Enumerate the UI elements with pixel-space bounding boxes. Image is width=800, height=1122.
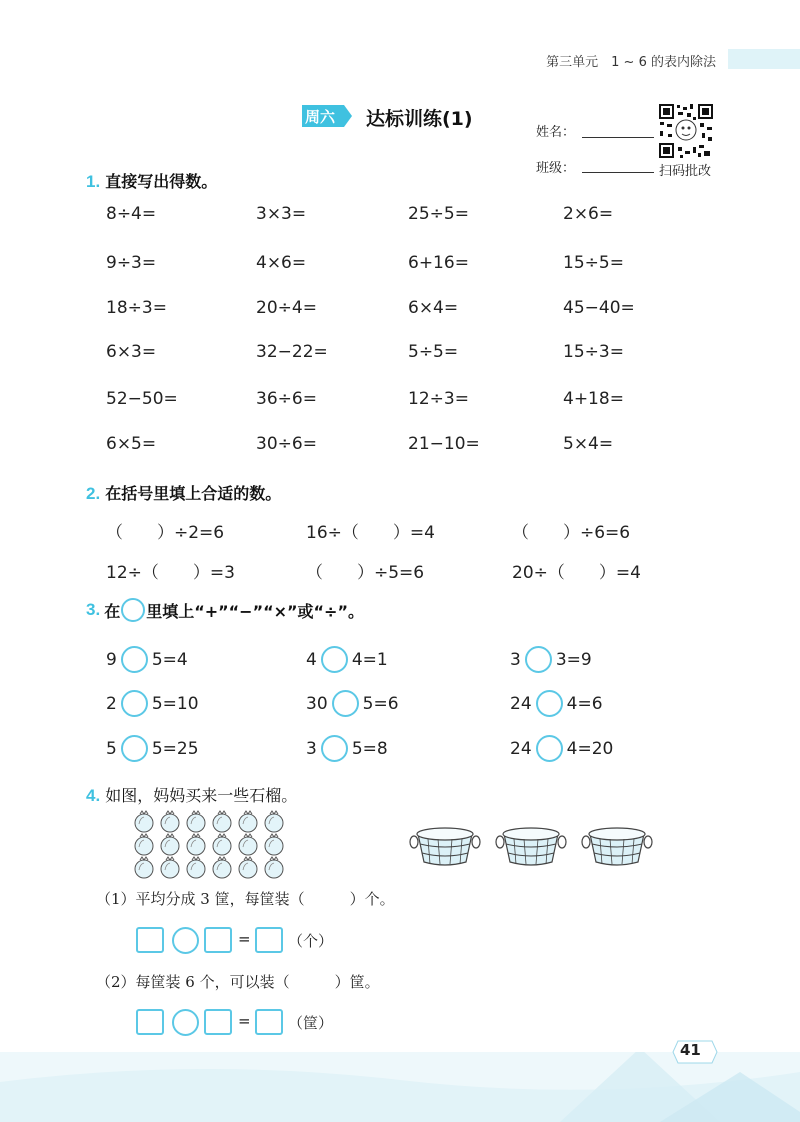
calc-item: 8÷4= [106, 204, 157, 224]
answer-box[interactable] [255, 1009, 283, 1035]
calc-item: 5×4= [563, 434, 614, 454]
unit-label: （个） [288, 932, 334, 950]
calc-item: 9÷3= [106, 253, 157, 273]
pomegranate-icon [161, 811, 179, 832]
pomegranate-icon [213, 811, 231, 832]
operand-right: 3=9 [555, 649, 592, 670]
operator-item [106, 735, 199, 762]
operator-circle[interactable] [536, 690, 563, 717]
operator-circle[interactable] [321, 735, 348, 762]
operator-item [106, 690, 199, 717]
section-3-number: 3. [86, 600, 101, 619]
operand-right: 5=6 [362, 693, 399, 714]
section-4-heading [86, 783, 297, 806]
pomegranate-icon [161, 834, 179, 855]
calc-item: 32−22= [256, 342, 328, 362]
unit-header: 第三单元 1 ~ 6 的表内除法 [546, 55, 716, 70]
section-3-heading [86, 598, 364, 622]
pomegranate-icon [187, 811, 205, 832]
operator-circle[interactable] [121, 735, 148, 762]
calc-item: 6×3= [106, 342, 157, 362]
operator-circle[interactable] [172, 927, 199, 954]
unit-label: （筐） [288, 1014, 334, 1032]
basket-group [406, 822, 662, 868]
operand-left: 4 [306, 649, 317, 670]
pomegranate-icon [265, 834, 283, 855]
calc-item: 6×5= [106, 434, 157, 454]
section-2-number: 2. [86, 484, 101, 503]
fill-blank-item: 20÷（ ）=4 [512, 563, 641, 583]
operator-circle[interactable] [121, 690, 148, 717]
section-1-title: 直接写出得数。 [105, 172, 218, 191]
operator-circle[interactable] [172, 1009, 199, 1036]
calc-item: 21−10= [408, 434, 480, 454]
operand-left: 3 [306, 738, 317, 759]
header-band [728, 49, 800, 69]
calc-item: 15÷5= [563, 253, 624, 273]
calc-item: 4+18= [563, 389, 624, 409]
pomegranate-icon [187, 857, 205, 878]
section-2-heading [86, 481, 281, 504]
operator-item [106, 646, 188, 673]
fill-blank-item: （ ）÷6=6 [512, 523, 631, 543]
class-field[interactable] [582, 172, 654, 173]
fill-blank-item: （ ）÷2=6 [106, 523, 225, 543]
calc-item: 3×3= [256, 204, 307, 224]
pomegranate-group [132, 808, 288, 880]
pomegranate-icon [187, 834, 205, 855]
calc-item: 15÷3= [563, 342, 624, 362]
pomegranate-icon [135, 811, 153, 832]
pomegranate-icon [213, 857, 231, 878]
fill-blank-item: 16÷（ ）=4 [306, 523, 435, 543]
operand-right: 4=1 [351, 649, 388, 670]
calc-item: 36÷6= [256, 389, 317, 409]
pomegranate-icon [161, 857, 179, 878]
answer-box[interactable] [204, 927, 232, 953]
operator-item [510, 646, 592, 673]
fill-blank-item: 12÷（ ）=3 [106, 563, 235, 583]
operator-circle[interactable] [121, 646, 148, 673]
day-badge-label: 周六 [305, 108, 336, 126]
operator-item [510, 735, 613, 762]
operator-item [306, 646, 388, 673]
question-4-1: （1）平均分成 3 筐，每筐装（ ）个。 [96, 890, 395, 908]
operator-circle[interactable] [525, 646, 552, 673]
calc-item: 6×4= [408, 298, 459, 318]
operator-circle[interactable] [536, 735, 563, 762]
operand-right: 5=8 [351, 738, 388, 759]
qr-code-icon[interactable] [658, 103, 714, 159]
equals-sign: = [238, 1012, 251, 1030]
calc-item: 52−50= [106, 389, 178, 409]
pomegranate-icon [135, 834, 153, 855]
section-4-title: 如图，妈妈买来一些石榴。 [105, 786, 298, 805]
operator-circle[interactable] [321, 646, 348, 673]
operand-left: 24 [510, 738, 532, 759]
question-4-2: （2）每筐装 6 个，可以装（ ）筐。 [96, 973, 380, 991]
operator-item [510, 690, 603, 717]
operand-left: 9 [106, 649, 117, 670]
page-number: 41 [680, 1041, 701, 1059]
answer-box[interactable] [255, 927, 283, 953]
section-1-number: 1. [86, 172, 101, 191]
operator-circle[interactable] [332, 690, 359, 717]
operand-right: 4=6 [566, 693, 603, 714]
pomegranate-icon [265, 857, 283, 878]
section-3-title-before: 在 [104, 601, 121, 621]
basket-icon [582, 828, 652, 865]
calc-item: 45−40= [563, 298, 635, 318]
basket-icon [496, 828, 566, 865]
name-field[interactable] [582, 137, 654, 138]
operand-left: 3 [510, 649, 521, 670]
section-2-title: 在括号里填上合适的数。 [105, 484, 282, 503]
calc-item: 2×6= [563, 204, 614, 224]
pomegranate-icon [239, 834, 257, 855]
answer-box[interactable] [136, 1009, 164, 1035]
calc-item: 30÷6= [256, 434, 317, 454]
fill-blank-item: （ ）÷5=6 [306, 563, 425, 583]
pomegranate-icon [265, 811, 283, 832]
calc-item: 20÷4= [256, 298, 317, 318]
operator-item [306, 690, 399, 717]
scan-caption: 扫码批改 [659, 164, 712, 179]
pomegranate-icon [213, 834, 231, 855]
class-label: 班级： [536, 161, 576, 176]
operand-left: 5 [106, 738, 117, 759]
section-1-heading [86, 169, 217, 192]
calc-item: 12÷3= [408, 389, 469, 409]
operand-right: 5=25 [151, 738, 199, 759]
equals-sign: = [238, 930, 251, 948]
answer-box[interactable] [136, 927, 164, 953]
calc-item: 18÷3= [106, 298, 167, 318]
operand-left: 2 [106, 693, 117, 714]
operand-left: 30 [306, 693, 328, 714]
answer-box[interactable] [204, 1009, 232, 1035]
operand-right: 5=10 [151, 693, 199, 714]
section-4-number: 4. [86, 786, 101, 805]
operand-right: 5=4 [151, 649, 188, 670]
page-title: 达标训练(1) [366, 108, 473, 130]
section-3-title-after: 里填上“+”“−”“×”或“÷”。 [146, 601, 364, 621]
calc-item: 6+16= [408, 253, 469, 273]
calc-item: 4×6= [256, 253, 307, 273]
pomegranate-icon [239, 857, 257, 878]
pomegranate-icon [239, 811, 257, 832]
calc-item: 25÷5= [408, 204, 469, 224]
operand-left: 24 [510, 693, 532, 714]
operator-item [306, 735, 388, 762]
name-label: 姓名： [536, 125, 576, 140]
basket-icon [410, 828, 480, 865]
calc-item: 5÷5= [408, 342, 459, 362]
pomegranate-icon [135, 857, 153, 878]
operand-right: 4=20 [566, 738, 614, 759]
circle-symbol-icon [121, 598, 145, 622]
